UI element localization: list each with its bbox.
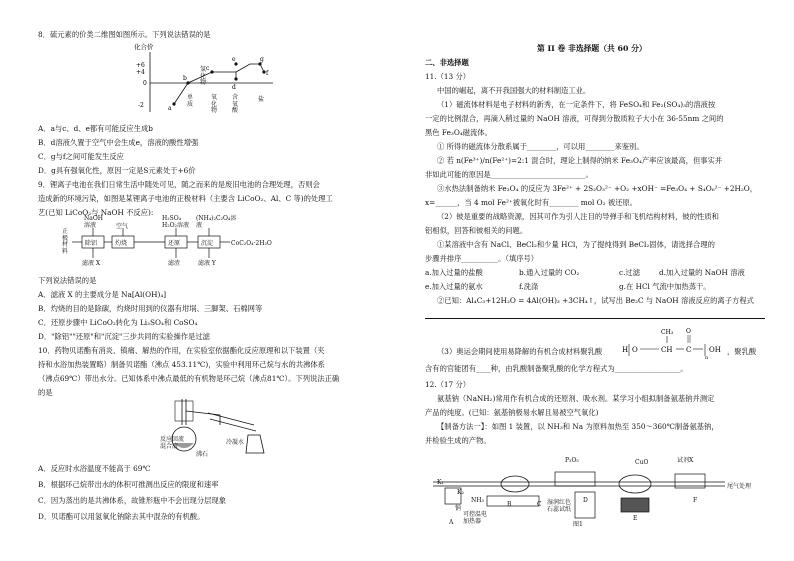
ytick-p4: +4: [136, 69, 145, 76]
q12-na: 钠: [455, 505, 462, 512]
q11-line-5: ① 所得的磁流体分散系属于________，可以用________来鉴别。: [437, 142, 644, 151]
q10-option-a: A．反应时水浴温度不能高于 69℃: [38, 464, 151, 473]
q12-label-b: B: [507, 501, 512, 508]
q11-line-11: 铝相似，回答和铍相关的问题。: [425, 226, 528, 235]
label-g: g: [260, 56, 264, 63]
q10-option-b: B．根据环己烷带出水的体积可推测出反应的限度和速率: [38, 480, 219, 489]
q11-line-9: x=______，当 4 mol Fe²⁺被氧化时有________ mol O₂ 被还原。: [425, 198, 638, 207]
polylactic-acid-structure: [621, 326, 721, 360]
q11-line-3: 一定的比例混合，再滴入稍过量的 NaOH 溶液，可得到分散质粒子大小在 36-55nm 之间的: [425, 114, 724, 123]
q9-question: 下列说法错误的是: [38, 276, 97, 285]
chart-ylabel: 化合价: [134, 43, 154, 51]
part2-title: 第 II 卷 非选择题（共 60 分）: [537, 44, 647, 53]
q12-tail-gas: 尾气处理: [727, 483, 752, 490]
q9-option-c: C．还原步骤中 LiCoO₂转化为 Li₂SO₄和 CoSO₄: [38, 318, 198, 327]
q9-line-2: 造成新的环境污染，如图是某锂离子电池的正极材料（主要含 LiCoO₂、Al、C 等)的处理工: [38, 194, 333, 203]
q10-line-3: （沸点69℃）带出水分。已知体系中沸点最低的有机物是环己烷（沸点81℃）。下列说法正确: [38, 374, 340, 383]
q11-choice-g: g.在 HCl 气流中加热蒸干。: [619, 282, 711, 291]
q11-line-10: （2）铍是重要的战略资源，因其可作为引人注目的导弹手和飞机结构材料，铍的性质和: [437, 212, 719, 221]
poly-h: H: [622, 346, 629, 354]
label-c: c: [206, 65, 210, 72]
xcat-element: 单质: [187, 94, 194, 108]
q11-al4c3-line: ②已知：Al₄C₃+12H₂O = 4Al(OH)₃ +3CH₄↑，试写出 Be₂C 与 NaOH 溶液反应的离子方程式: [437, 296, 754, 305]
q9-line-3: 艺(已知 LiCoO₂与 NaOH 不反应):: [38, 208, 154, 217]
point-a: [172, 102, 175, 105]
q11-line-6: ② 若 n(Fe³⁺)/n(Fe²⁺)=2:1 混合时，理论上制得的纳米 Fe₃O₄产率应该最高，但事实并: [437, 156, 723, 165]
answer-line-1: [425, 318, 765, 319]
flow-source: 正极材料: [62, 228, 69, 255]
q10-label-mixture: 混合液: [160, 443, 179, 450]
q11-choice-d: d.加入过量的 NaOH 溶液: [659, 268, 745, 277]
q8-option-d: D．g具有强氧化性，原因一定是S元素处于+6价: [38, 166, 196, 175]
flow-waste-residue: 滤渣: [168, 260, 181, 267]
label-d: d: [232, 84, 236, 91]
q11-choice-f: f.洗涤: [519, 282, 539, 291]
flow-waste-x: 滤液 X: [82, 260, 101, 267]
q12-line-4: 并检验生成的产物。: [425, 436, 491, 445]
flow-product: CoC₂O₄·2H₂O: [231, 240, 272, 247]
q10-apparatus: [150, 395, 280, 461]
q12-label-c: C: [537, 501, 542, 508]
label-f: f: [266, 70, 269, 77]
poly-oh: OH: [709, 346, 721, 354]
q12-litmus: 湿润红色石蕊试纸: [547, 499, 572, 513]
q12-line-2: 产品的纯度。(已知：氨基钠极易水解且易被空气氧化): [425, 408, 599, 417]
poly-o1: O: [632, 346, 638, 354]
q10-label-boiling-chips: 沸石: [196, 451, 209, 458]
q12-nh3: NH₃: [471, 497, 484, 504]
q12-k2: K₂: [457, 489, 464, 496]
q9-option-d: D．"除铝""还原"和"沉淀"三步共同的实验操作是过滤: [38, 332, 210, 341]
q11-head: 11.（13 分）: [425, 72, 471, 81]
q10-line-1: 10．药物贝诺酯有消炎、镇痛、解热的作用，在实验室依据酯化反应原理和以下装置（夹: [38, 346, 325, 355]
q10-label-reflux: 反应回流: [160, 436, 185, 443]
q10-option-c: C．因为蒸出的是共沸体系，故锥形瓶中不会出现分层现象: [38, 496, 227, 505]
q11-part3-c: 含有的官能团有____种，由乳酸制备聚乳酸的化学方程式为__________________。: [425, 364, 688, 373]
xcat-hydride: 氢化物: [200, 66, 207, 86]
flow-step-remove-al: 除铝: [85, 240, 98, 247]
flow-reagent-oxalate: (NH₄)₂C₂O₄溶液: [196, 215, 237, 229]
xcat-salt: 盐: [258, 96, 265, 103]
label-b: b: [183, 75, 187, 82]
point-c: [210, 70, 213, 73]
flow-step-precipitate: 沉淀: [201, 240, 214, 247]
q10-line-4: 的是: [38, 388, 53, 397]
poly-c: C: [686, 346, 692, 354]
label-a: a: [168, 105, 172, 112]
flow-reagent-h2so4: H₂SO₄ H₂O₂溶液: [162, 215, 189, 229]
q11-line-8: ③水热法制备纳米 Fe₃O₄ 的反应为 3Fe²⁺ + 2S₂O₃²⁻ +O₂ +xOH⁻ =Fe₃O₄ + S₄O₆²⁻ +2H₂O，: [437, 184, 758, 193]
ytick-p6: +6: [136, 62, 145, 69]
q11-choice-b: b.通入过量的 CO₂: [519, 268, 580, 277]
q12-reagent-x: 试剂X: [677, 457, 694, 464]
ytick-m2: -2: [138, 102, 144, 109]
q12-line-1: 氨基钠（NaNH₂)常用作有机合成的还原剂、吸水剂。某学习小组拟制备氨基钠并测定: [437, 394, 715, 403]
q8-option-b: B．d溶液久置于空气中会生成e，溶液的酸性增强: [38, 138, 199, 147]
q9-option-b: B．灼烧的目的是除碳，灼烧时用到的仪器有坩埚、三脚架、石棉网等: [38, 304, 263, 313]
q11-choice-a: a.加入过量的盐酸: [425, 268, 483, 277]
poly-o2: O: [686, 328, 691, 335]
q12-head: 12.（17 分）: [425, 380, 471, 389]
q12-label-e: E: [633, 515, 638, 522]
q10-label-cooling-water: 冷凝水: [226, 439, 245, 446]
q11-choice-e: e.加入过量的氨水: [425, 282, 483, 291]
poly-n: n: [705, 355, 709, 360]
q11-line-13: 步骤并排序__________。（填序号）: [425, 254, 539, 263]
q11-line-2: （1）磁流体材料是电子材料的新秀，在一定条件下，将 FeSO₄和 Fe₂(SO₄)₃的溶液按: [437, 100, 716, 109]
q10-line-2: 持和水浴加热装置略）制备贝诺酯（沸点 453.11℃)，实验中利用环己烷与水的共沸体系: [38, 360, 325, 369]
q11-line-4: 黑色 Fe₃O₄磁流体。: [425, 128, 492, 137]
q11-part3-b: ，聚乳酸: [727, 347, 757, 356]
xcat-oxyacid: 含氧酸: [232, 94, 239, 114]
part2-heading: 二、非选择题: [425, 58, 469, 67]
q12-line-3: 【制备方法一】：如图 1 装置，以 NH₃和 Na 为原料加热至 350～360℃制备氨基钠，: [437, 422, 719, 431]
q8-option-a: A．a与c、d、e都有可能反应生成b: [38, 124, 153, 133]
flow-reagent-air: 空气: [116, 223, 129, 230]
q9-option-a: A．滤液 X 的主要成分是 Na[Al(OH)₄]: [38, 290, 167, 299]
flow-step-burn: 灼烧: [115, 240, 128, 247]
q11-line-12: ①某溶液中含有 NaCl、BeCl₂和少量 HCl，为了提纯得到 BeCl₂固体，请选择合理的: [437, 240, 715, 249]
flow-reagent-naoh: NaOH溶液: [84, 215, 103, 229]
q8-stem: 8．硫元素的价类二维图如图所示。下列说法错误的是: [38, 30, 211, 39]
point-d: [234, 77, 237, 80]
ytick-0: 0: [143, 80, 147, 87]
q12-label-f: F: [693, 497, 698, 504]
q11-line-7: 非如此可能的原因是__________________________。: [425, 170, 593, 179]
q9-line-1: 9．锂离子电池在我们日常生活中随处可见，随之而来的是废旧电池的合理处理，否则会: [38, 180, 320, 189]
q12-label-d: D: [583, 497, 588, 504]
flow-step-reduce: 还原: [168, 240, 181, 247]
label-e: e: [232, 56, 236, 63]
flow-waste-y: 滤液 Y: [198, 260, 216, 267]
point-b: [186, 81, 189, 84]
q12-fig-caption: 图1: [573, 521, 583, 528]
q12-p2o5: P₂O₅: [565, 457, 579, 464]
xcat-oxide: 氧化物: [211, 94, 218, 114]
q10-option-d: D．贝诺酯可以用氢氧化钠除去其中混杂的有机酸。: [38, 512, 205, 521]
poly-ch: CH: [661, 346, 673, 354]
q11-part3-a: （3）奥运会期间使用易降解的有机合成材料聚乳酸: [437, 347, 603, 356]
q8-valence-chart: [118, 40, 278, 122]
q12-cuo: CuO: [635, 459, 649, 466]
q12-k1: K₁: [437, 479, 444, 486]
poly-ch3: CH₃: [661, 329, 674, 336]
q8-option-c: C．g与f之间可能发生反应: [38, 152, 124, 161]
q12-label-a: A: [449, 519, 454, 526]
q11-line-1: 中国的崛起，离不开我国强大的材料制造工业。: [437, 86, 591, 95]
q12-heater: 可控温电加热器: [463, 511, 488, 525]
q11-choice-c: c.过滤: [619, 268, 640, 277]
